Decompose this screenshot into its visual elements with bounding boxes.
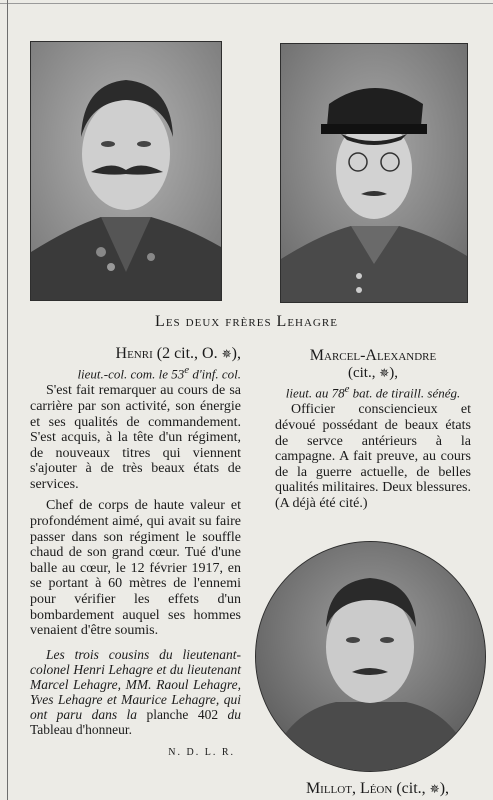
marcel-rank-prefix: lieut. au 78 (285, 385, 345, 401)
henri-rank-prefix: lieut.-col. com. le 53 (77, 366, 185, 382)
editor-note-du: du (218, 706, 242, 722)
henri-citation-open: (2 cit., O. (152, 345, 222, 362)
henri-entry (30, 345, 241, 758)
millot-name: Millot, Léon (305, 780, 393, 797)
legion-of-honor-icon: ✵ (221, 347, 232, 361)
photo-caption: Les deux frères Lehagre (155, 313, 338, 330)
henri-citation-paragraph-1: S'est fait remarquer au cours de sa carrière par son activité, son énergie et ses qualités de commandement. S'est acquis, à la tête d'un régiment, de nouveaux titres qui viennent s'ajouter à de très beaux états de services. (30, 383, 241, 492)
editor-note-plate: planche 402 (146, 706, 219, 722)
marcel-citation-paragraph: Officier consciencieux et dévoué possédant de beaux états de servce antérieurs à la campagne. A fait preuve, au cours de la guerre actuelle, de belles qualités militaires. Deux blessures. (A déjà été cité.) (275, 402, 471, 511)
marcel-rank-suffix: bat. de tiraill. sénég. (349, 385, 461, 401)
millot-heading (270, 780, 485, 798)
henri-rank (30, 363, 241, 381)
millot-medal-icon: ✵ (429, 782, 440, 796)
millot-citation-close: ), (439, 780, 450, 797)
marcel-citation-open: (cit., (347, 365, 380, 381)
editor-note-text: Les trois cousins du lieutenant-colonel Henri Lehagre et du lieutenant Marcel Lehagre, MM. Raoul Lehagre, Yves Lehagre et Maurice Lehagre, qui ont paru dans la (30, 646, 241, 722)
portrait-henri-lehagre (30, 41, 222, 301)
henri-heading (30, 345, 241, 363)
portrait-marcel-alexandre-lehagre (280, 43, 468, 303)
henri-citation-close: ), (231, 345, 241, 362)
ndlr-signature: N. D. L. R. (168, 746, 235, 758)
millot-citation-open: (cit., (392, 780, 430, 797)
henri-rank-suffix: d'inf. col. (189, 366, 241, 382)
left-column-rule (7, 0, 8, 800)
croix-de-guerre-icon: ✵ (379, 366, 390, 380)
marcel-rank-sup: e (344, 383, 350, 395)
marcel-rank (275, 382, 471, 400)
marcel-entry (275, 347, 471, 511)
marcel-citation-close: ), (389, 365, 399, 381)
portrait-leon-millot (255, 541, 486, 772)
henri-name: Henri (115, 345, 153, 362)
henri-rank-sup: e (184, 364, 190, 376)
editor-note-tableau: Tableau d'honneur. (30, 721, 132, 737)
marcel-heading (275, 347, 471, 365)
marcel-citation-line (275, 365, 471, 382)
henri-citation-paragraph-2: Chef de corps de haute valeur et profondément aimé, qui avait su faire passer dans son régiment le souffle chaud de son grand cœur. Tué d'une balle au cœur, le 12 février 1917, en se portant à 60 mètres de l'ennemi pour vérifier les effets d'un bombardement auquel ses hommes venaient d'être soumis. (30, 498, 241, 639)
editor-note (30, 647, 241, 737)
marcel-name: Marcel-Alexandre (309, 347, 437, 364)
top-rule (0, 3, 493, 4)
